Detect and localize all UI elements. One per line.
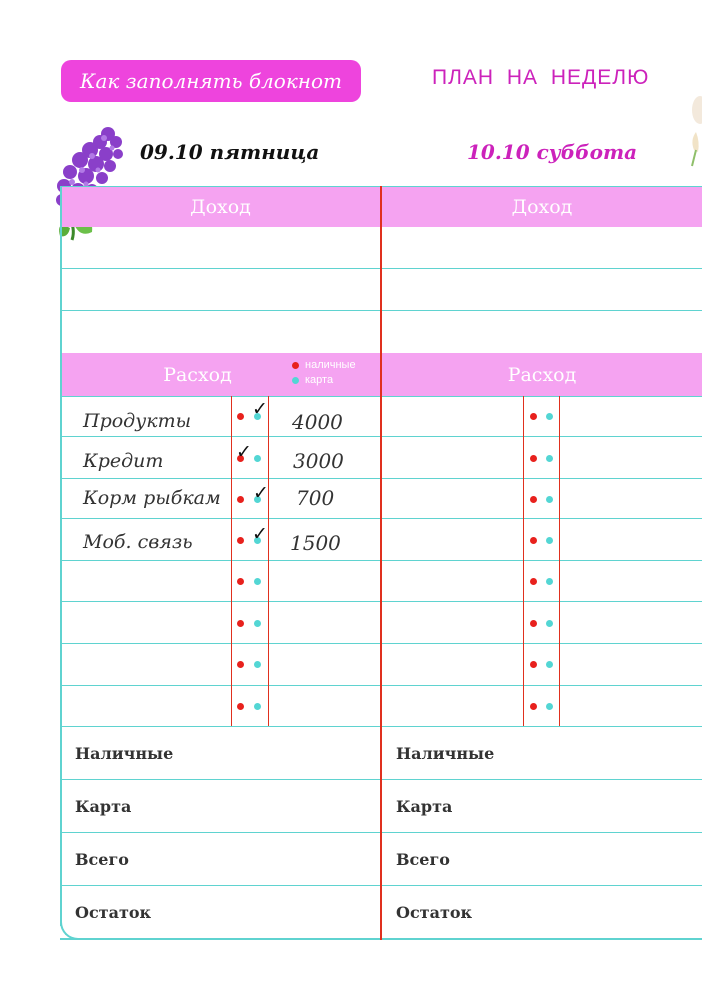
expense-amount[interactable]: 1500: [290, 531, 341, 555]
expense-amount[interactable]: 700: [296, 486, 335, 510]
summary-card-label: Карта: [396, 797, 453, 816]
cash-dot-icon[interactable]: [237, 661, 244, 668]
cash-dot-icon[interactable]: [237, 620, 244, 627]
card-dot-icon[interactable]: [546, 537, 553, 544]
card-dot-icon[interactable]: [254, 578, 261, 585]
legend-card: карта: [305, 374, 334, 386]
cash-dot-icon[interactable]: [237, 578, 244, 585]
cash-dot-icon[interactable]: [530, 578, 537, 585]
frame-border: [60, 186, 62, 926]
summary-total-label: Всего: [75, 850, 129, 869]
income-header-saturday: Доход: [382, 187, 702, 227]
card-dot-icon[interactable]: [546, 413, 553, 420]
payment-column-border: [231, 396, 232, 726]
card-dot-icon[interactable]: [546, 455, 553, 462]
expense-name[interactable]: Корм рыбкам: [83, 487, 221, 509]
cash-dot-icon[interactable]: [237, 703, 244, 710]
checkmark-icon: ✓: [252, 398, 268, 420]
cash-dot-icon[interactable]: [530, 620, 537, 627]
cash-dot-icon[interactable]: [237, 413, 244, 420]
expense-name[interactable]: Кредит: [83, 450, 164, 472]
legend-cash: наличные: [305, 359, 356, 371]
summary-total-label: Всего: [396, 850, 450, 869]
cash-dot-icon[interactable]: [530, 496, 537, 503]
day-divider: [380, 186, 382, 940]
cash-dot-icon: [292, 362, 299, 369]
checkmark-icon: ✓: [252, 523, 268, 545]
card-dot-icon[interactable]: [546, 620, 553, 627]
cash-dot-icon[interactable]: [237, 537, 244, 544]
expense-header-saturday: Расход: [382, 353, 702, 396]
expense-name[interactable]: Моб. связь: [83, 531, 193, 553]
cash-dot-icon[interactable]: [530, 413, 537, 420]
expense-amount[interactable]: 3000: [293, 449, 344, 473]
summary-balance-label: Остаток: [396, 903, 473, 922]
income-header-friday: Доход: [61, 187, 380, 227]
cash-dot-icon[interactable]: [237, 496, 244, 503]
checkmark-icon: ✓: [236, 441, 252, 463]
card-dot-icon[interactable]: [254, 661, 261, 668]
expense-name[interactable]: Продукты: [83, 410, 192, 432]
payment-legend: [292, 358, 356, 388]
summary-card-label: Карта: [75, 797, 132, 816]
summary-cash-label: Наличные: [396, 744, 495, 763]
payment-column-border: [268, 396, 269, 726]
payment-column-border: [523, 396, 524, 726]
day-date-friday: 09.10 пятница: [140, 140, 320, 164]
summary-cash-label: Наличные: [75, 744, 174, 763]
card-dot-icon[interactable]: [546, 661, 553, 668]
card-dot-icon[interactable]: [254, 620, 261, 627]
checkmark-icon: ✓: [253, 482, 269, 504]
cash-dot-icon[interactable]: [530, 703, 537, 710]
payment-column-border: [559, 396, 560, 726]
day-date-saturday: 10.10 суббота: [467, 140, 638, 164]
expense-header-label: Расход: [163, 363, 232, 386]
page-title: ПЛАН НА НЕДЕЛЮ: [432, 66, 650, 89]
card-dot-icon[interactable]: [254, 455, 261, 462]
cash-dot-icon[interactable]: [530, 537, 537, 544]
cash-dot-icon[interactable]: [530, 455, 537, 462]
card-dot-icon[interactable]: [546, 496, 553, 503]
card-dot-icon[interactable]: [546, 703, 553, 710]
expense-amount[interactable]: 4000: [292, 410, 343, 434]
how-to-fill-button[interactable]: Как заполнять блокнот: [61, 60, 361, 102]
card-dot-icon[interactable]: [546, 578, 553, 585]
summary-balance-label: Остаток: [75, 903, 152, 922]
card-dot-icon: [292, 377, 299, 384]
card-dot-icon[interactable]: [254, 703, 261, 710]
cash-dot-icon[interactable]: [530, 661, 537, 668]
flower-icon: [686, 80, 702, 180]
